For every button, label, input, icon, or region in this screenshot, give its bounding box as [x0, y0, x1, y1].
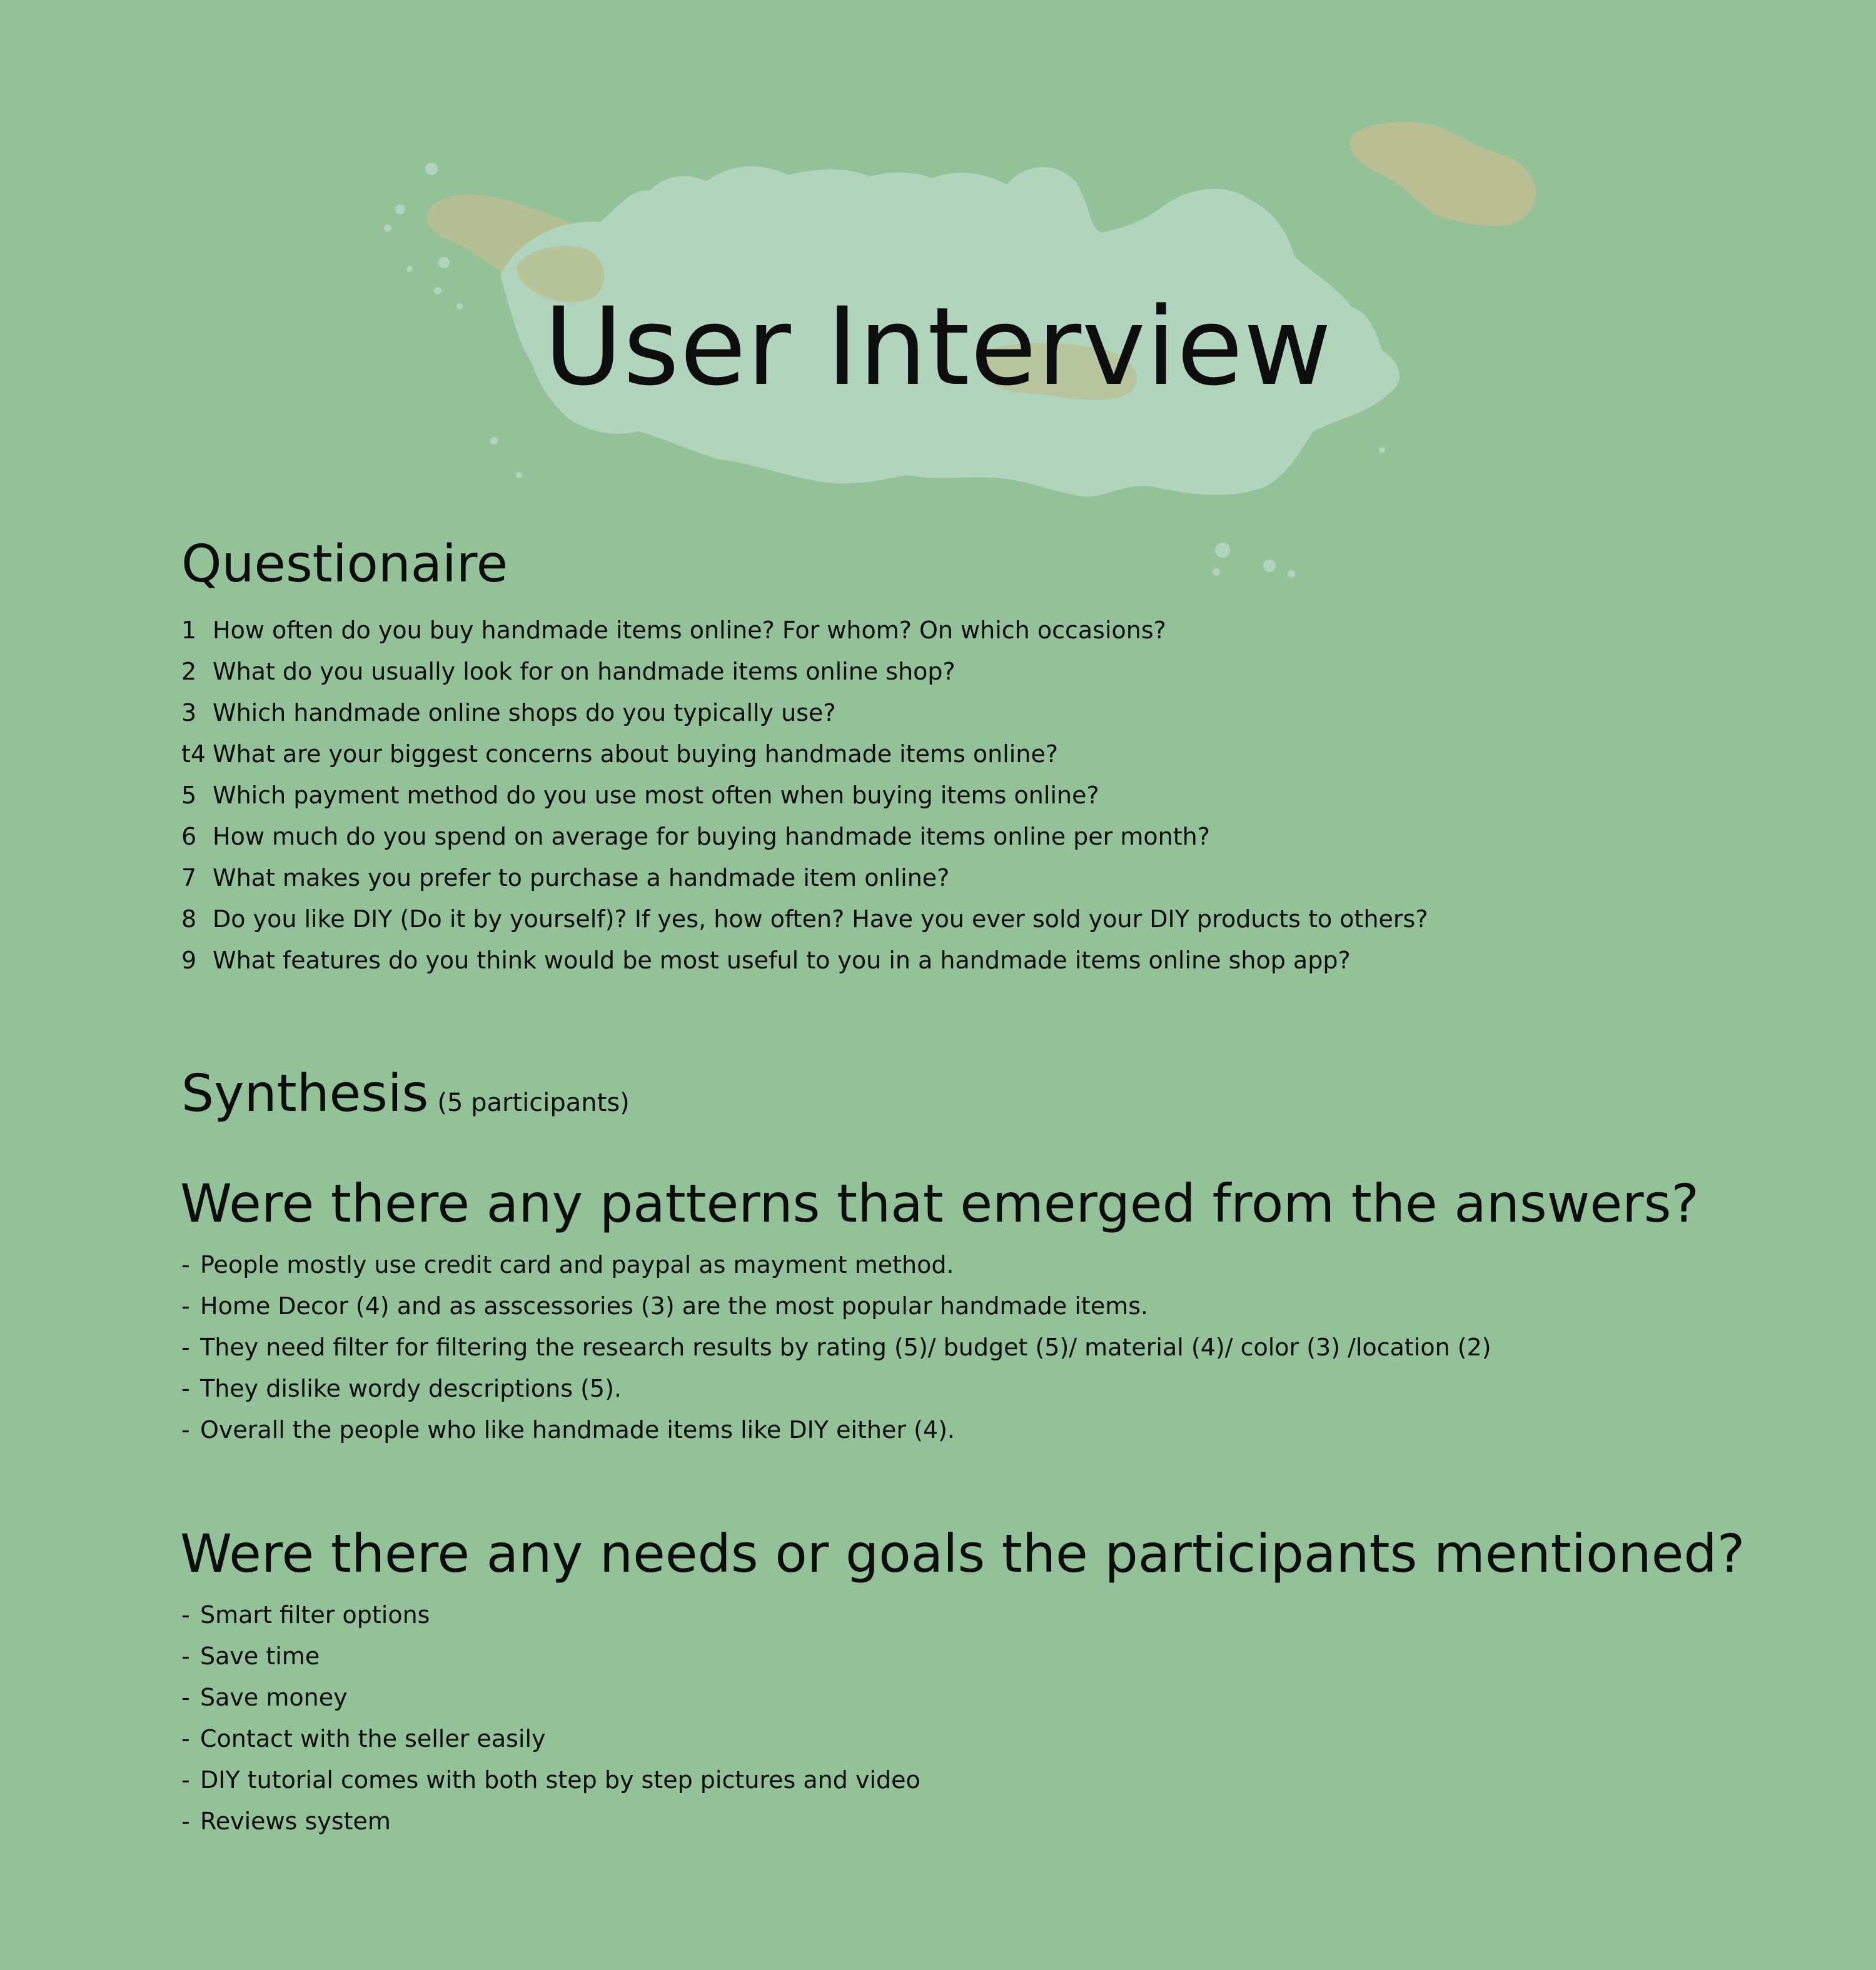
question-text: Do you like DIY (Do it by yourself)? If yes, how often? Have you ever sold your DIY products to others?	[213, 905, 1428, 933]
list-item	[181, 1368, 1491, 1409]
question-text: What do you usually look for on handmade items online shop?	[213, 658, 956, 685]
questionnaire-heading: Questionaire	[181, 535, 508, 594]
need-text: Smart filter options	[200, 1601, 430, 1629]
page-title: User Interview	[543, 284, 1333, 410]
splash-drop	[1263, 560, 1276, 572]
splash-drop	[1213, 568, 1220, 576]
list-item	[181, 1244, 1491, 1285]
patterns-heading: Were there any patterns that emerged from the answers?	[180, 1173, 1700, 1234]
question-number: 7	[181, 864, 197, 892]
question-number: 2	[181, 658, 197, 685]
list-item	[181, 692, 1428, 733]
question-text: How often do you buy handmade items online? For whom? On which occasions?	[213, 616, 1166, 644]
list-item	[181, 857, 1428, 898]
splash-drop	[438, 257, 450, 268]
pattern-text: They need filter for filtering the research results by rating (5)/ budget (5)/ material (4)/ color (3) /location (2)	[200, 1334, 1491, 1361]
splash-drop	[384, 224, 391, 232]
question-number: t4	[181, 740, 206, 768]
list-item	[181, 898, 1428, 940]
need-text: DIY tutorial comes with both step by step pictures and video	[200, 1766, 920, 1794]
bullet-dash: -	[181, 1807, 190, 1835]
need-text: Save money	[200, 1684, 348, 1711]
need-text: Reviews system	[200, 1807, 391, 1835]
list-item	[181, 1718, 920, 1759]
list-item	[181, 1594, 920, 1636]
pattern-text: People mostly use credit card and paypal as mayment method.	[200, 1251, 954, 1279]
bullet-dash: -	[181, 1766, 190, 1794]
question-number: 9	[181, 947, 197, 974]
bullet-dash: -	[181, 1601, 190, 1629]
splash-drop	[406, 266, 413, 272]
question-number: 1	[181, 616, 197, 644]
bullet-dash: -	[181, 1684, 190, 1711]
list-item	[181, 610, 1428, 651]
question-number: 5	[181, 781, 197, 809]
question-number: 3	[181, 699, 197, 726]
pattern-text: They dislike wordy descriptions (5).	[200, 1375, 622, 1402]
splash-drop	[516, 472, 522, 478]
need-text: Save time	[200, 1642, 320, 1670]
question-text: What are your biggest concerns about buying handmade items online?	[213, 740, 1058, 768]
list-item	[181, 1285, 1491, 1327]
pattern-text: Overall the people who like handmade items like DIY either (4).	[200, 1416, 956, 1444]
list-item	[181, 1636, 920, 1677]
list-item	[181, 940, 1428, 981]
pattern-text: Home Decor (4) and as asscessories (3) are the most popular handmade items.	[200, 1292, 1149, 1320]
list-item	[181, 1759, 920, 1801]
question-number: 8	[181, 905, 197, 933]
bullet-dash: -	[181, 1292, 190, 1320]
splash-tan-right	[1349, 122, 1535, 226]
list-item	[181, 1801, 920, 1842]
list-item	[181, 733, 1428, 775]
splash-drop	[490, 437, 498, 445]
list-item	[181, 816, 1428, 857]
patterns-list	[181, 1244, 1491, 1450]
bullet-dash: -	[181, 1642, 190, 1670]
bullet-dash: -	[181, 1375, 190, 1402]
question-text: What makes you prefer to purchase a handmade item online?	[213, 864, 950, 892]
list-item	[181, 1409, 1491, 1450]
participants-count: (5 participants)	[437, 1088, 630, 1117]
question-text: Which handmade online shops do you typically use?	[213, 699, 836, 726]
list-item	[181, 775, 1428, 816]
splash-drop	[425, 163, 438, 175]
splash-drop	[1379, 447, 1385, 453]
list-item	[181, 1677, 920, 1718]
bullet-dash: -	[181, 1416, 190, 1444]
needs-list	[181, 1594, 920, 1842]
questionnaire-list	[181, 610, 1428, 981]
list-item	[181, 1327, 1491, 1368]
splash-drop	[1215, 543, 1230, 558]
splash-drop	[395, 204, 405, 214]
bullet-dash: -	[181, 1725, 190, 1752]
question-text: Which payment method do you use most often when buying items online?	[213, 781, 1099, 809]
need-text: Contact with the seller easily	[200, 1725, 546, 1752]
synthesis-heading	[181, 1063, 630, 1134]
synthesis-title: Synthesis	[181, 1064, 429, 1123]
bullet-dash: -	[181, 1334, 190, 1361]
question-text: How much do you spend on average for buying handmade items online per month?	[213, 823, 1210, 850]
list-item	[181, 651, 1428, 692]
question-number: 6	[181, 823, 197, 850]
bullet-dash: -	[181, 1251, 190, 1279]
question-text: What features do you think would be most useful to you in a handmade items online shop app?	[213, 947, 1351, 974]
splash-drop	[1288, 570, 1295, 578]
needs-heading: Were there any needs or goals the participants mentioned?	[180, 1523, 1745, 1584]
